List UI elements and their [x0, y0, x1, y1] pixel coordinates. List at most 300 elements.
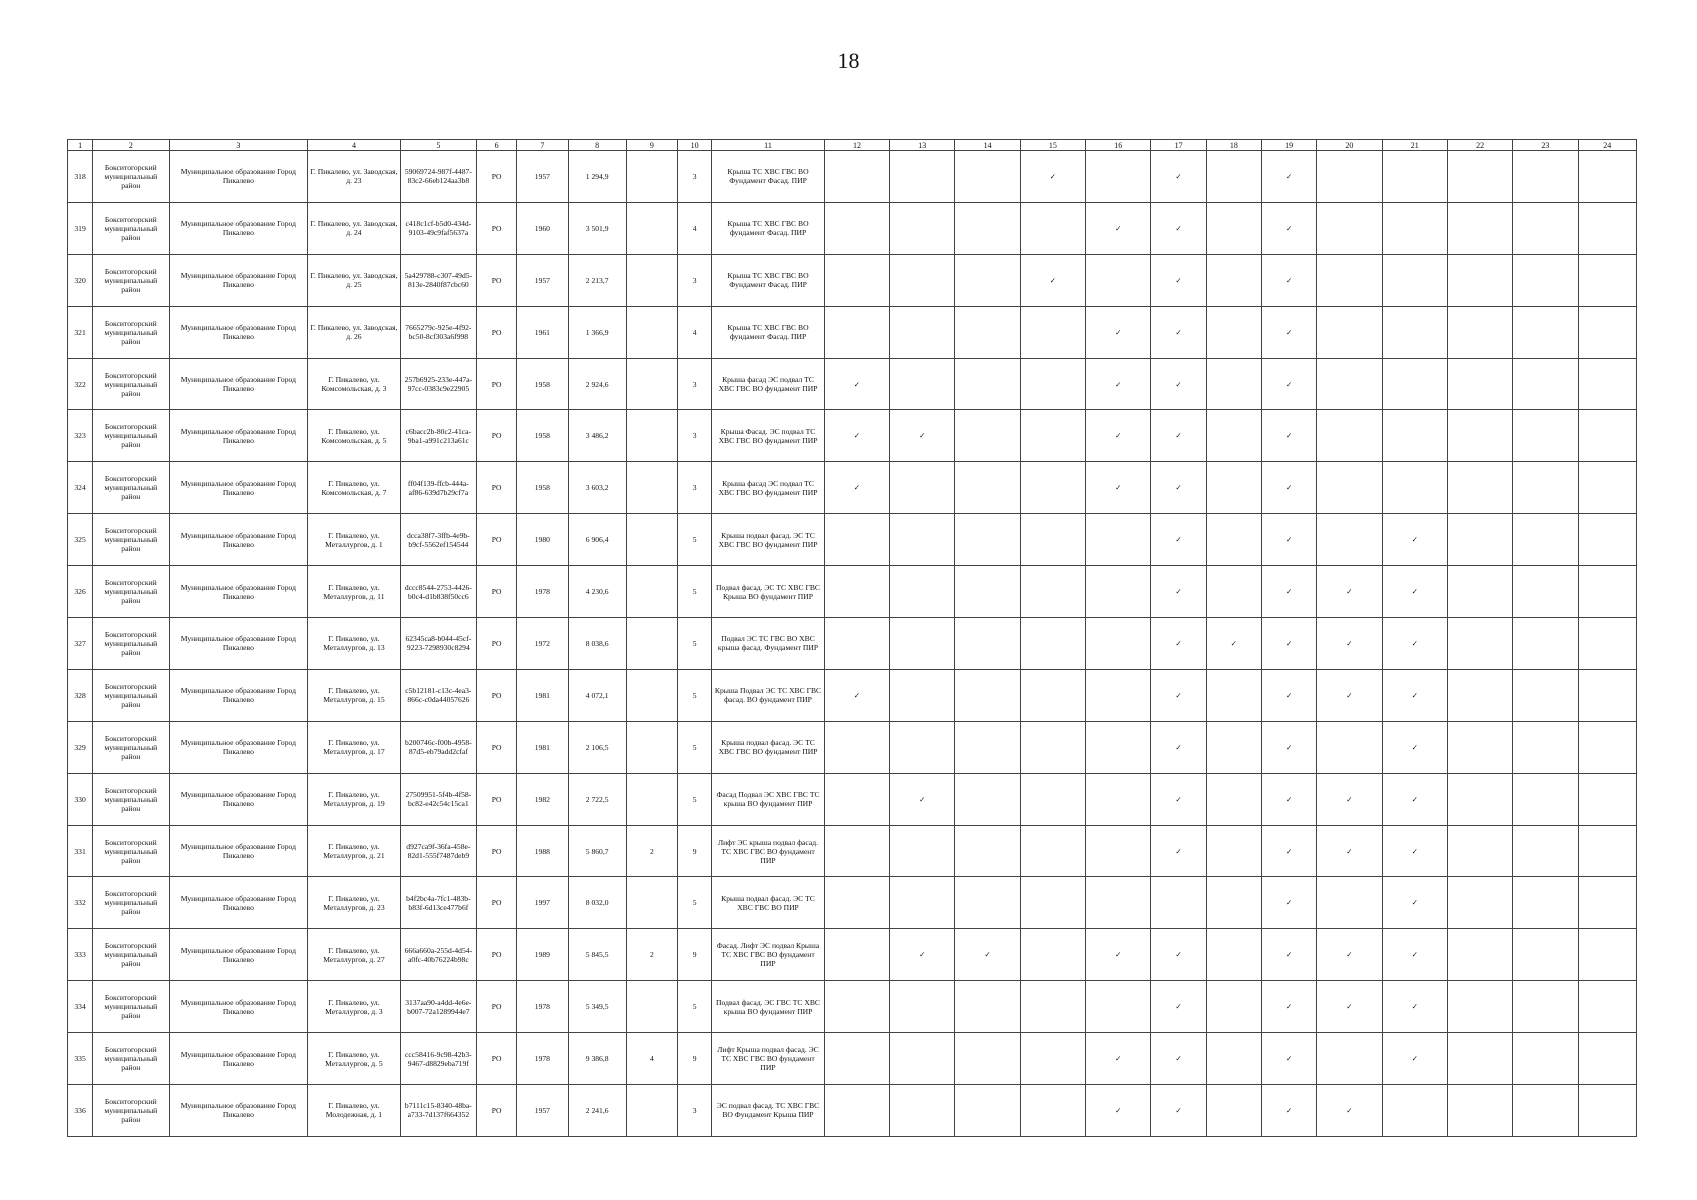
table-cell-col-7: 1957: [517, 254, 568, 306]
table-cell-col-7: 1982: [517, 773, 568, 825]
check-cell-col-24: [1578, 566, 1636, 618]
check-mark-icon: ✓: [1317, 825, 1382, 877]
check-cell-col-15: [1020, 721, 1085, 773]
check-cell-col-21: [1382, 358, 1447, 410]
table-cell-col-10: 5: [678, 618, 712, 670]
table-cell-col-9: [626, 618, 677, 670]
check-mark-icon: ✓: [1261, 254, 1316, 306]
table-cell-col-4: Г. Пикалево, ул. Металлургов, д. 3: [308, 981, 400, 1033]
table-cell-col-10: 5: [678, 877, 712, 929]
check-mark-icon: ✓: [1086, 202, 1151, 254]
check-mark-icon: ✓: [1317, 929, 1382, 981]
table-body: [68, 151, 1637, 1137]
table-row: [68, 1033, 1637, 1085]
check-mark-icon: ✓: [1151, 151, 1206, 203]
check-cell-col-18: [1206, 462, 1261, 514]
table-cell-col-2: Бокситогорский муниципальный район: [93, 566, 169, 618]
check-cell-col-14: [955, 514, 1020, 566]
table-cell-col-7: 1960: [517, 202, 568, 254]
check-cell-col-22: [1447, 929, 1512, 981]
check-cell-col-18: [1206, 202, 1261, 254]
check-cell-col-14: [955, 410, 1020, 462]
table-cell-col-11: Крыша фасад ЭС подвал ТС ХВС ГВС ВО фундамент ПИР: [712, 462, 825, 514]
table-cell-col-10: 4: [678, 202, 712, 254]
table-cell-col-10: 3: [678, 151, 712, 203]
check-cell-col-13: [890, 981, 955, 1033]
check-mark-icon: ✓: [1261, 669, 1316, 721]
header-row: [68, 140, 1637, 151]
check-mark-icon: ✓: [890, 773, 955, 825]
check-cell-col-22: [1447, 410, 1512, 462]
check-cell-col-24: [1578, 1033, 1636, 1085]
table-cell-col-11: Крыша ТС ХВС ГВС ВО Фундамент Фасад. ПИР: [712, 151, 825, 203]
table-cell-col-10: 5: [678, 981, 712, 1033]
check-cell-col-15: [1020, 981, 1085, 1033]
table-cell-col-9: [626, 358, 677, 410]
check-cell-col-22: [1447, 462, 1512, 514]
table-cell-col-5: dccc8544-2753-4426-b0c4-d1b838f50cc6: [400, 566, 476, 618]
check-cell-col-18: [1206, 1033, 1261, 1085]
check-cell-col-16: [1086, 825, 1151, 877]
table-cell-col-2: Бокситогорский муниципальный район: [93, 462, 169, 514]
check-cell-col-22: [1447, 566, 1512, 618]
check-cell-col-23: [1513, 358, 1578, 410]
check-cell-col-15: [1020, 773, 1085, 825]
column-header-19: 19: [1261, 140, 1316, 151]
table-cell-col-4: Г. Пикалево, ул. Комсомольская, д. 7: [308, 462, 400, 514]
table-cell-col-6: РО: [477, 358, 517, 410]
table-cell-col-5: b200746c-f00b-4958-87d5-eb79add2cfaf: [400, 721, 476, 773]
check-mark-icon: ✓: [1317, 566, 1382, 618]
check-cell-col-14: [955, 721, 1020, 773]
table-cell-col-8: 6 906,4: [568, 514, 626, 566]
check-mark-icon: ✓: [1151, 514, 1206, 566]
table-cell-col-9: [626, 773, 677, 825]
check-cell-col-20: [1317, 358, 1382, 410]
table-cell-col-1: 335: [68, 1033, 93, 1085]
table-cell-col-9: [626, 306, 677, 358]
table-cell-col-2: Бокситогорский муниципальный район: [93, 306, 169, 358]
check-cell-col-24: [1578, 151, 1636, 203]
table-cell-col-8: 5 845,5: [568, 929, 626, 981]
table-cell-col-8: 3 486,2: [568, 410, 626, 462]
check-cell-col-24: [1578, 929, 1636, 981]
check-cell-col-15: [1020, 514, 1085, 566]
table-cell-col-11: Крыша подвал фасад. ЭС ТС ХВС ГВС ВО фундамент ПИР: [712, 721, 825, 773]
table-cell-col-10: 3: [678, 1085, 712, 1137]
check-cell-col-15: [1020, 1085, 1085, 1137]
table-cell-col-9: [626, 151, 677, 203]
check-cell-col-22: [1447, 825, 1512, 877]
check-cell-col-18: [1206, 929, 1261, 981]
table-cell-col-3: Муниципальное образование Город Пикалево: [169, 151, 308, 203]
table-cell-col-9: [626, 669, 677, 721]
table-cell-col-4: Г. Пикалево, ул. Заводская, д. 25: [308, 254, 400, 306]
table-cell-col-7: 1981: [517, 669, 568, 721]
table-cell-col-4: Г. Пикалево, ул. Молодежная, д. 1: [308, 1085, 400, 1137]
check-cell-col-22: [1447, 202, 1512, 254]
check-cell-col-13: [890, 514, 955, 566]
check-cell-col-20: [1317, 877, 1382, 929]
table-cell-col-7: 1961: [517, 306, 568, 358]
column-header-21: 21: [1382, 140, 1447, 151]
check-cell-col-23: [1513, 929, 1578, 981]
column-header-15: 15: [1020, 140, 1085, 151]
check-cell-col-16: [1086, 981, 1151, 1033]
table-cell-col-3: Муниципальное образование Город Пикалево: [169, 254, 308, 306]
table-cell-col-8: 4 230,6: [568, 566, 626, 618]
check-cell-col-18: [1206, 306, 1261, 358]
table-cell-col-5: ff04f139-ffcb-444a-af86-639d7b29cf7a: [400, 462, 476, 514]
check-cell-col-16: [1086, 151, 1151, 203]
table-cell-col-11: Фасад. Лифт ЭС подвал Крыша ТС ХВС ГВС ВО фундамент ПИР: [712, 929, 825, 981]
check-cell-col-22: [1447, 877, 1512, 929]
table-cell-col-7: 1958: [517, 358, 568, 410]
check-cell-col-14: [955, 877, 1020, 929]
check-cell-col-22: [1447, 618, 1512, 670]
check-cell-col-24: [1578, 202, 1636, 254]
table-cell-col-3: Муниципальное образование Город Пикалево: [169, 358, 308, 410]
table-cell-col-2: Бокситогорский муниципальный район: [93, 1085, 169, 1137]
table-cell-col-7: 1997: [517, 877, 568, 929]
table-cell-col-3: Муниципальное образование Город Пикалево: [169, 1085, 308, 1137]
table-cell-col-6: РО: [477, 877, 517, 929]
table-cell-col-5: dcca38f7-3ffb-4e9b-b9cf-5562ef154544: [400, 514, 476, 566]
table-cell-col-1: 331: [68, 825, 93, 877]
check-cell-col-15: [1020, 358, 1085, 410]
check-cell-col-16: [1086, 721, 1151, 773]
table-cell-col-3: Муниципальное образование Город Пикалево: [169, 306, 308, 358]
check-cell-col-18: [1206, 825, 1261, 877]
check-cell-col-21: [1382, 202, 1447, 254]
check-mark-icon: ✓: [1382, 721, 1447, 773]
check-cell-col-16: [1086, 773, 1151, 825]
check-cell-col-16: [1086, 566, 1151, 618]
column-header-24: 24: [1578, 140, 1636, 151]
table-cell-col-2: Бокситогорский муниципальный район: [93, 514, 169, 566]
column-header-23: 23: [1513, 140, 1578, 151]
table-cell-col-5: 27509951-5f4b-4f58-bc82-e42c54c15ca1: [400, 773, 476, 825]
check-cell-col-16: [1086, 618, 1151, 670]
table-cell-col-7: 1978: [517, 981, 568, 1033]
table-cell-col-11: Крыша Фасад. ЭС подвал ТС ХВС ГВС ВО фундамент ПИР: [712, 410, 825, 462]
check-cell-col-18: [1206, 721, 1261, 773]
check-cell-col-20: [1317, 306, 1382, 358]
check-cell-col-12: [824, 306, 889, 358]
table-cell-col-6: РО: [477, 929, 517, 981]
table-cell-col-2: Бокситогорский муниципальный район: [93, 358, 169, 410]
table-cell-col-11: Крыша фасад ЭС подвал ТС ХВС ГВС ВО фундамент ПИР: [712, 358, 825, 410]
table-cell-col-6: РО: [477, 825, 517, 877]
check-mark-icon: ✓: [824, 669, 889, 721]
table-cell-col-4: Г. Пикалево, ул. Комсомольская, д. 3: [308, 358, 400, 410]
check-cell-col-14: [955, 669, 1020, 721]
table-cell-col-11: ЭС подвал фасад. ТС ХВС ГВС ВО Фундамент Крыша ПИР: [712, 1085, 825, 1137]
table-cell-col-11: Подвал фасад. ЭС ГВС ТС ХВС крыша ВО фундамент ПИР: [712, 981, 825, 1033]
check-cell-col-18: [1206, 773, 1261, 825]
table-cell-col-10: 9: [678, 1033, 712, 1085]
table-cell-col-2: Бокситогорский муниципальный район: [93, 254, 169, 306]
check-cell-col-13: [890, 877, 955, 929]
check-cell-col-23: [1513, 721, 1578, 773]
check-cell-col-24: [1578, 825, 1636, 877]
table-cell-col-10: 9: [678, 825, 712, 877]
column-header-9: 9: [626, 140, 677, 151]
table-cell-col-5: b4f2bc4a-7fc1-483b-b83f-6d13ce477b6f: [400, 877, 476, 929]
table-cell-col-3: Муниципальное образование Город Пикалево: [169, 669, 308, 721]
table-cell-col-4: Г. Пикалево, ул. Металлургов, д. 13: [308, 618, 400, 670]
table-cell-col-5: c418c1cf-b5d0-434d-9103-49c9faf5637a: [400, 202, 476, 254]
check-cell-col-22: [1447, 1033, 1512, 1085]
table-cell-col-6: РО: [477, 306, 517, 358]
table-cell-col-7: 1957: [517, 1085, 568, 1137]
check-cell-col-13: [890, 721, 955, 773]
column-header-13: 13: [890, 140, 955, 151]
table-cell-col-9: [626, 462, 677, 514]
check-mark-icon: ✓: [1261, 929, 1316, 981]
table-cell-col-2: Бокситогорский муниципальный район: [93, 1033, 169, 1085]
table-cell-col-1: 330: [68, 773, 93, 825]
check-cell-col-12: [824, 202, 889, 254]
check-cell-col-13: [890, 1085, 955, 1137]
table-cell-col-9: [626, 721, 677, 773]
column-header-11: 11: [712, 140, 825, 151]
table-cell-col-3: Муниципальное образование Город Пикалево: [169, 825, 308, 877]
table-cell-col-2: Бокситогорский муниципальный район: [93, 825, 169, 877]
column-header-2: 2: [93, 140, 169, 151]
check-cell-col-12: [824, 981, 889, 1033]
check-cell-col-12: [824, 929, 889, 981]
table-cell-col-5: 666a660a-255d-4d54-a0fc-40b76224b98c: [400, 929, 476, 981]
table-row: [68, 514, 1637, 566]
check-cell-col-24: [1578, 358, 1636, 410]
check-mark-icon: ✓: [1382, 669, 1447, 721]
check-cell-col-13: [890, 254, 955, 306]
table-cell-col-4: Г. Пикалево, ул. Заводская, д. 23: [308, 151, 400, 203]
check-cell-col-20: [1317, 462, 1382, 514]
table-cell-col-4: Г. Пикалево, ул. Металлургов, д. 5: [308, 1033, 400, 1085]
check-cell-col-23: [1513, 618, 1578, 670]
check-mark-icon: ✓: [1261, 306, 1316, 358]
check-mark-icon: ✓: [1261, 514, 1316, 566]
table-row: [68, 1085, 1637, 1137]
check-mark-icon: ✓: [1382, 618, 1447, 670]
check-cell-col-22: [1447, 1085, 1512, 1137]
table-cell-col-3: Муниципальное образование Город Пикалево: [169, 566, 308, 618]
table-cell-col-1: 322: [68, 358, 93, 410]
table-cell-col-8: 8 038,6: [568, 618, 626, 670]
table-cell-col-7: 1958: [517, 462, 568, 514]
table-cell-col-10: 9: [678, 929, 712, 981]
table-cell-col-4: Г. Пикалево, ул. Металлургов, д. 17: [308, 721, 400, 773]
table-cell-col-5: 7665279c-925e-4f92-bc50-8cf303a6f998: [400, 306, 476, 358]
table-cell-col-5: b7111c15-8340-48ba-a733-7d137f664352: [400, 1085, 476, 1137]
check-cell-col-12: [824, 618, 889, 670]
column-header-4: 4: [308, 140, 400, 151]
check-mark-icon: ✓: [1151, 618, 1206, 670]
check-cell-col-20: [1317, 151, 1382, 203]
check-cell-col-23: [1513, 981, 1578, 1033]
check-cell-col-23: [1513, 254, 1578, 306]
table-cell-col-6: РО: [477, 514, 517, 566]
table-cell-col-10: 5: [678, 773, 712, 825]
check-mark-icon: ✓: [1151, 669, 1206, 721]
table-row: [68, 254, 1637, 306]
table-cell-col-2: Бокситогорский муниципальный район: [93, 773, 169, 825]
table-row: [68, 981, 1637, 1033]
table-row: [68, 410, 1637, 462]
table-row: [68, 721, 1637, 773]
check-cell-col-22: [1447, 358, 1512, 410]
check-cell-col-23: [1513, 1085, 1578, 1137]
table-cell-col-1: 328: [68, 669, 93, 721]
table-cell-col-10: 3: [678, 358, 712, 410]
check-cell-col-12: [824, 254, 889, 306]
table-cell-col-6: РО: [477, 202, 517, 254]
table-cell-col-8: 5 349,5: [568, 981, 626, 1033]
check-mark-icon: ✓: [1317, 618, 1382, 670]
check-cell-col-22: [1447, 721, 1512, 773]
table-cell-col-8: 3 501,9: [568, 202, 626, 254]
check-mark-icon: ✓: [1020, 254, 1085, 306]
check-cell-col-23: [1513, 151, 1578, 203]
table-cell-col-8: 5 860,7: [568, 825, 626, 877]
check-cell-col-23: [1513, 825, 1578, 877]
table-cell-col-10: 5: [678, 721, 712, 773]
check-mark-icon: ✓: [1382, 1033, 1447, 1085]
table-cell-col-4: Г. Пикалево, ул. Металлургов, д. 11: [308, 566, 400, 618]
check-cell-col-20: [1317, 1033, 1382, 1085]
check-cell-col-16: [1086, 669, 1151, 721]
check-cell-col-24: [1578, 306, 1636, 358]
table-cell-col-3: Муниципальное образование Город Пикалево: [169, 462, 308, 514]
table-cell-col-6: РО: [477, 773, 517, 825]
check-cell-col-16: [1086, 254, 1151, 306]
table-cell-col-8: 9 386,8: [568, 1033, 626, 1085]
table-cell-col-1: 320: [68, 254, 93, 306]
table-cell-col-10: 4: [678, 306, 712, 358]
check-cell-col-12: [824, 773, 889, 825]
check-cell-col-15: [1020, 877, 1085, 929]
check-cell-col-14: [955, 1085, 1020, 1137]
table-row: [68, 825, 1637, 877]
table-cell-col-8: 1 366,9: [568, 306, 626, 358]
check-cell-col-24: [1578, 618, 1636, 670]
check-mark-icon: ✓: [1206, 618, 1261, 670]
check-mark-icon: ✓: [824, 410, 889, 462]
check-cell-col-24: [1578, 462, 1636, 514]
check-cell-col-12: [824, 1033, 889, 1085]
table-cell-col-9: [626, 202, 677, 254]
check-cell-col-23: [1513, 566, 1578, 618]
check-cell-col-18: [1206, 358, 1261, 410]
check-cell-col-12: [824, 1085, 889, 1137]
check-cell-col-14: [955, 773, 1020, 825]
check-cell-col-20: [1317, 721, 1382, 773]
table-cell-col-8: 1 294,9: [568, 151, 626, 203]
check-cell-col-21: [1382, 151, 1447, 203]
check-cell-col-18: [1206, 877, 1261, 929]
check-cell-col-14: [955, 306, 1020, 358]
column-header-1: 1: [68, 140, 93, 151]
table-row: [68, 618, 1637, 670]
table-cell-col-1: 319: [68, 202, 93, 254]
check-cell-col-22: [1447, 981, 1512, 1033]
table-cell-col-1: 323: [68, 410, 93, 462]
table-row: [68, 877, 1637, 929]
check-mark-icon: ✓: [1151, 566, 1206, 618]
table-cell-col-3: Муниципальное образование Город Пикалево: [169, 929, 308, 981]
check-mark-icon: ✓: [1151, 773, 1206, 825]
column-header-18: 18: [1206, 140, 1261, 151]
check-cell-col-13: [890, 1033, 955, 1085]
check-mark-icon: ✓: [1151, 981, 1206, 1033]
check-mark-icon: ✓: [1382, 514, 1447, 566]
check-cell-col-15: [1020, 929, 1085, 981]
check-cell-col-14: [955, 825, 1020, 877]
check-cell-col-14: [955, 151, 1020, 203]
check-mark-icon: ✓: [1317, 1085, 1382, 1137]
check-cell-col-15: [1020, 306, 1085, 358]
check-cell-col-23: [1513, 410, 1578, 462]
table-header: [68, 140, 1637, 151]
column-header-17: 17: [1151, 140, 1206, 151]
check-mark-icon: ✓: [1086, 410, 1151, 462]
table-cell-col-8: 4 072,1: [568, 669, 626, 721]
table-cell-col-4: Г. Пикалево, ул. Заводская, д. 26: [308, 306, 400, 358]
check-cell-col-14: [955, 981, 1020, 1033]
table-cell-col-4: Г. Пикалево, ул. Металлургов, д. 23: [308, 877, 400, 929]
check-cell-col-20: [1317, 254, 1382, 306]
table-cell-col-5: ccc58416-9c98-42b3-9467-d8829eba719f: [400, 1033, 476, 1085]
check-cell-col-13: [890, 618, 955, 670]
check-mark-icon: ✓: [1086, 1085, 1151, 1137]
table-cell-col-7: 1989: [517, 929, 568, 981]
check-cell-col-18: [1206, 410, 1261, 462]
check-cell-col-22: [1447, 306, 1512, 358]
table-cell-col-11: Крыша подвал фасад. ЭС ТС ХВС ГВС ВО фундамент ПИР: [712, 514, 825, 566]
check-cell-col-17: [1151, 877, 1206, 929]
table-cell-col-10: 3: [678, 462, 712, 514]
page-number: 18: [837, 48, 860, 73]
check-mark-icon: ✓: [955, 929, 1020, 981]
check-mark-icon: ✓: [1261, 618, 1316, 670]
check-cell-col-23: [1513, 877, 1578, 929]
check-mark-icon: ✓: [1151, 254, 1206, 306]
table-row: [68, 202, 1637, 254]
table-cell-col-11: Лифт Крыша подвал фасад. ЭС ТС ХВС ГВС ВО фундамент ПИР: [712, 1033, 825, 1085]
table-cell-col-2: Бокситогорский муниципальный район: [93, 669, 169, 721]
check-mark-icon: ✓: [1151, 358, 1206, 410]
table-cell-col-6: РО: [477, 1085, 517, 1137]
table-cell-col-6: РО: [477, 254, 517, 306]
table-cell-col-7: 1988: [517, 825, 568, 877]
table-cell-col-4: Г. Пикалево, ул. Металлургов, д. 27: [308, 929, 400, 981]
table-cell-col-7: 1957: [517, 151, 568, 203]
check-cell-col-15: [1020, 618, 1085, 670]
check-cell-col-23: [1513, 462, 1578, 514]
table-cell-col-9: 2: [626, 825, 677, 877]
check-cell-col-23: [1513, 669, 1578, 721]
check-mark-icon: ✓: [1261, 773, 1316, 825]
table-cell-col-11: Крыша Подвал ЭС ТС ХВС ГВС фасад. ВО фундамент ПИР: [712, 669, 825, 721]
check-cell-col-24: [1578, 1085, 1636, 1137]
check-mark-icon: ✓: [1151, 825, 1206, 877]
table-cell-col-4: Г. Пикалево, ул. Металлургов, д. 19: [308, 773, 400, 825]
table-cell-col-2: Бокситогорский муниципальный район: [93, 929, 169, 981]
check-mark-icon: ✓: [890, 410, 955, 462]
check-mark-icon: ✓: [1261, 358, 1316, 410]
